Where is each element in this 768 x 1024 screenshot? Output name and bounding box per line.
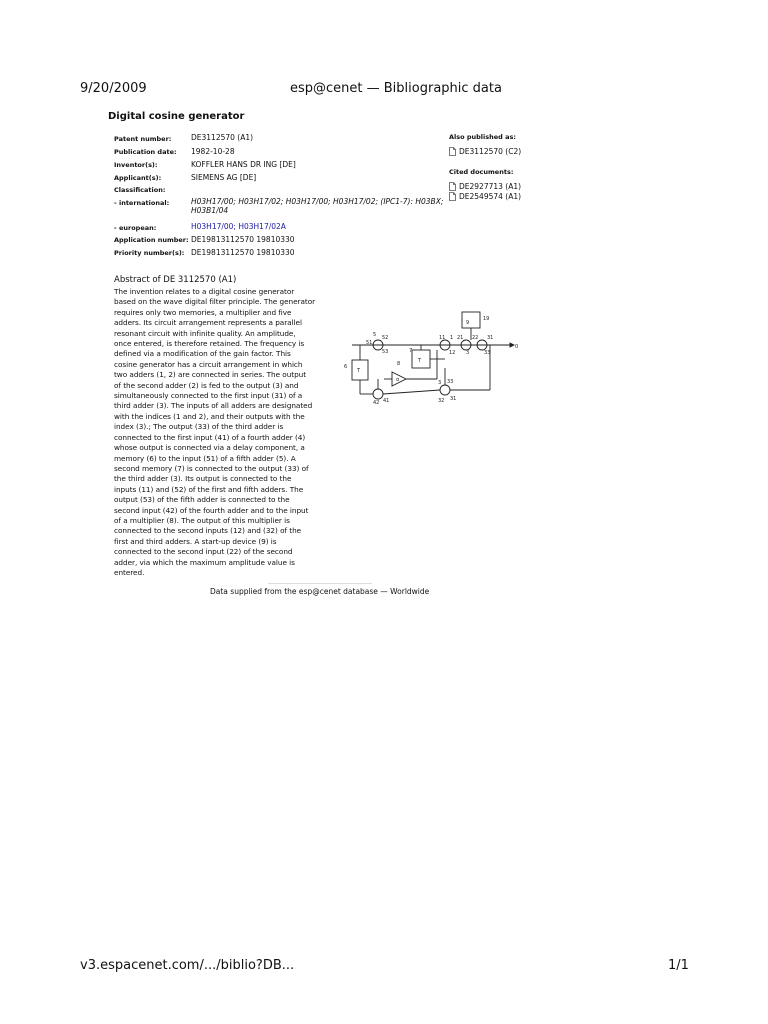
- abstract-line: first and third adders. A start-up device (9) is: [114, 536, 277, 546]
- value-international[interactable]: H03H17/00; H03H17/02; H03H17/00; H03H17/02; (IPC1-7): H03BX; H03B1/04: [191, 197, 444, 215]
- abstract-line: adder, via which the maximum amplitude value is: [114, 557, 295, 567]
- label-publication-date: Publication date:: [114, 148, 177, 156]
- svg-text:11: 11: [439, 335, 446, 341]
- svg-text:7: 7: [409, 348, 413, 354]
- abstract-line: index (3).; The output (33) of the third adder is: [114, 422, 284, 432]
- label-classification: Classification:: [114, 186, 166, 194]
- data-source-note: Data supplied from the esp@cenet database — Worldwide: [210, 587, 430, 596]
- value-publication-date: 1982-10-28: [191, 147, 235, 156]
- abstract-line: second input (42) of the fourth adder and to the input: [114, 505, 309, 515]
- svg-text:1: 1: [450, 335, 454, 341]
- svg-text:22: 22: [472, 335, 479, 341]
- label-patent-number: Patent number:: [114, 135, 172, 143]
- abstract-line: memory (6) to the input (51) of a fifth adder (5). A: [114, 453, 296, 463]
- cited-documents-heading: Cited documents:: [449, 168, 514, 176]
- svg-text:21: 21: [457, 335, 464, 341]
- svg-text:6: 6: [344, 364, 348, 370]
- document-title: Digital cosine generator: [108, 111, 245, 122]
- abstract-line: connected to the second inputs (12) and (32) of the: [114, 526, 302, 536]
- abstract-line: The invention relates to a digital cosine generator: [114, 287, 295, 296]
- abstract-line: once entered, is therefore retained. The frequency is: [114, 339, 305, 349]
- svg-text:51: 51: [366, 340, 373, 346]
- print-date: 9/20/2009: [80, 81, 147, 96]
- svg-text:33: 33: [447, 379, 454, 385]
- abstract-line: cosine generator has a circuit arrangement in which: [114, 359, 303, 369]
- list-item[interactable]: [449, 191, 521, 201]
- divider: [268, 583, 372, 584]
- svg-text:3: 3: [466, 350, 470, 356]
- svg-text:52: 52: [382, 335, 389, 341]
- svg-text:19: 19: [483, 316, 490, 322]
- svg-text:31: 31: [487, 335, 494, 341]
- page-number: 1/1: [668, 958, 689, 973]
- abstract-line: the third adder (3). Its output is connected to the: [114, 474, 292, 484]
- label-inventors: Inventor(s):: [114, 161, 158, 169]
- value-applicants: SIEMENS AG [DE]: [191, 173, 257, 182]
- label-application-number: Application number:: [114, 236, 189, 244]
- svg-text:53: 53: [382, 349, 389, 355]
- value-priority-number: DE19813112570 19810330: [191, 248, 295, 257]
- svg-text:3: 3: [438, 380, 442, 386]
- also-published-list: [449, 146, 521, 156]
- circuit-diagram-figure: [340, 308, 525, 408]
- abstract-line: with the indices (1 and 2), and their outputs with the: [114, 411, 305, 421]
- abstract-line: adders. Its circuit arrangement represents a parallel: [114, 318, 302, 328]
- print-title: esp@cenet — Bibliographic data: [290, 81, 502, 96]
- abstract-line: of a multiplier (8). The output of this multiplier is: [114, 515, 290, 525]
- abstract-line: whose output is connected via a delay component, a: [114, 443, 305, 453]
- abstract-line: two adders (1, 2) are connected in series. The output: [114, 370, 307, 380]
- abstract-line: second memory (7) is connected to the output (33) of: [114, 463, 309, 473]
- svg-text:T: T: [418, 358, 422, 364]
- cited-documents-list: [449, 181, 521, 201]
- label-european: - european:: [114, 224, 157, 232]
- value-application-number: DE19813112570 19810330: [191, 235, 295, 244]
- abstract-text: [114, 287, 324, 578]
- list-item[interactable]: [449, 146, 521, 156]
- abstract-line: connected to the first input (41) of a fourth adder (4): [114, 432, 306, 442]
- label-international: - international:: [114, 199, 170, 207]
- value-european[interactable]: H03H17/00; H03H17/02A: [191, 222, 286, 231]
- svg-text:12: 12: [449, 350, 456, 356]
- svg-text:α: α: [396, 377, 400, 383]
- abstract-line: of the second adder (2) is fed to the output (3) and: [114, 380, 299, 390]
- abstract-line: third adder (3). The inputs of all adders are designated: [114, 401, 313, 411]
- abstract-heading: Abstract of DE 3112570 (A1): [114, 275, 237, 285]
- abstract-line: connected to the second input (22) of the second: [114, 547, 293, 557]
- value-inventors: KOFFLER HANS DR ING [DE]: [191, 160, 296, 169]
- abstract-line: based on the wave digital filter principle. The generator: [114, 297, 316, 307]
- svg-text:8: 8: [397, 361, 401, 367]
- list-item[interactable]: [449, 181, 521, 191]
- document-icon: [449, 147, 456, 156]
- cited-document-item: DE2927713 (A1): [459, 181, 522, 191]
- document-icon: [449, 182, 456, 191]
- svg-text:0: 0: [515, 344, 519, 350]
- abstract-line: inputs (11) and (52) of the first and fifth adders. The: [114, 484, 304, 494]
- cited-document-item: DE2549574 (A1): [459, 191, 522, 201]
- abstract-line: entered.: [114, 567, 145, 577]
- svg-text:33: 33: [484, 350, 491, 356]
- abstract-line: output (53) of the fifth adder is connected to the: [114, 495, 290, 505]
- svg-text:42: 42: [373, 400, 380, 406]
- abstract-line: requires only two memories, a multiplier and five: [114, 307, 292, 317]
- document-icon: [449, 192, 456, 201]
- svg-text:5: 5: [373, 332, 377, 338]
- also-published-heading: Also published as:: [449, 133, 516, 141]
- value-patent-number: DE3112570 (A1): [191, 133, 254, 142]
- svg-text:9: 9: [466, 320, 470, 326]
- label-applicants: Applicant(s):: [114, 174, 162, 182]
- also-published-item: DE3112570 (C2): [459, 146, 522, 156]
- label-priority-number: Priority number(s):: [114, 249, 185, 257]
- svg-text:31: 31: [450, 396, 457, 402]
- abstract-line: simultaneously connected to the first input (31) of a: [114, 391, 303, 401]
- abstract-line: defined via a modification of the gain factor. This: [114, 349, 291, 359]
- svg-text:T: T: [357, 368, 361, 374]
- svg-text:32: 32: [438, 398, 445, 404]
- svg-text:41: 41: [383, 398, 390, 404]
- page-url[interactable]: v3.espacenet.com/.../biblio?DB...: [80, 958, 295, 973]
- abstract-line: resonant circuit with infinite quality. An amplitude,: [114, 328, 296, 338]
